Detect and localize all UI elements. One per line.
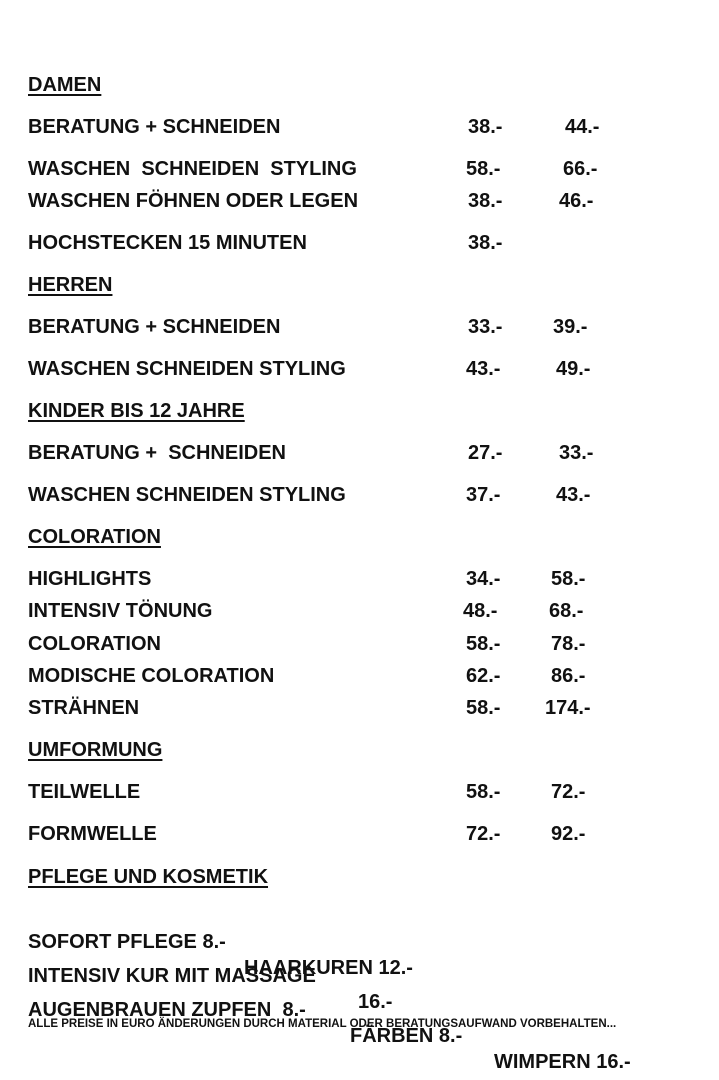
service-name: FORMWELLE (28, 823, 157, 845)
price-short: 37.- (466, 484, 501, 506)
price-short: 58.- (466, 158, 501, 180)
service-name: WASCHEN SCHNEIDEN STYLING (28, 358, 346, 380)
price-long: 68.- (549, 600, 584, 622)
section-heading-herren: HERREN (28, 274, 113, 296)
price-short: 62.- (466, 665, 501, 687)
service-name: TEILWELLE (28, 781, 141, 803)
section-heading-umformung: UMFORMUNG (28, 739, 163, 761)
service-name: STRÄHNEN (28, 697, 140, 719)
pflege-item: AUGENBRAUEN ZUPFEN 8.- (28, 999, 306, 1021)
pflege-item: HAARKUREN 12.- (244, 957, 413, 979)
service-name: WASCHEN SCHNEIDEN STYLING (28, 158, 357, 180)
section-heading-kinder: KINDER BIS 12 JAHRE (28, 400, 245, 422)
price-short: 33.- (468, 316, 503, 338)
pflege-item: SOFORT PFLEGE 8.- (28, 931, 226, 953)
price-long: 43.- (556, 484, 591, 506)
price-short: 58.- (466, 633, 501, 655)
price-long: 39.- (553, 316, 588, 338)
price-short: 38.- (468, 232, 503, 254)
price-long: 49.- (556, 358, 591, 380)
price-short: 48.- (463, 600, 498, 622)
pflege-item: 16.- (358, 991, 393, 1013)
price-long: 46.- (559, 190, 594, 212)
service-name: BERATUNG + SCHNEIDEN (28, 442, 286, 464)
service-name: WASCHEN FÖHNEN ODER LEGEN (28, 190, 359, 212)
price-long: 58.- (551, 568, 586, 590)
section-heading-coloration: COLORATION (28, 526, 161, 548)
pflege-item: FÄRBEN 8.- (350, 1025, 463, 1047)
price-long: 78.- (551, 633, 586, 655)
service-name: HIGHLIGHTS (28, 568, 152, 590)
price-long: 72.- (551, 781, 586, 803)
price-short: 43.- (466, 358, 501, 380)
service-name: MODISCHE COLORATION (28, 665, 275, 687)
price-short: 58.- (466, 781, 501, 803)
price-short: 72.- (466, 823, 501, 845)
section-heading-damen: DAMEN (28, 74, 102, 96)
service-name: COLORATION (28, 633, 161, 655)
price-long: 174.- (545, 697, 591, 719)
service-name: BERATUNG + SCHNEIDEN (28, 316, 281, 338)
price-long: 86.- (551, 665, 586, 687)
price-short: 34.- (466, 568, 501, 590)
service-name: HOCHSTECKEN 15 MINUTEN (28, 232, 307, 254)
price-long: 33.- (559, 442, 594, 464)
price-long: 92.- (551, 823, 586, 845)
price-long: 66.- (563, 158, 598, 180)
price-disclaimer: ALLE PREISE IN EURO ÄNDERUNGEN DURCH MATERIAL ODER BERATUNGSAUFWAND VORBEHALTEN... (28, 1018, 617, 1030)
service-name: BERATUNG + SCHNEIDEN (28, 116, 281, 138)
price-short: 38.- (468, 190, 503, 212)
section-heading-pflege: PFLEGE UND KOSMETIK (28, 866, 269, 888)
price-short: 27.- (468, 442, 503, 464)
pflege-item: WIMPERN 16.- (494, 1051, 631, 1073)
service-name: WASCHEN SCHNEIDEN STYLING (28, 484, 346, 506)
service-name: INTENSIV TÖNUNG (28, 600, 213, 622)
price-short: 58.- (466, 697, 501, 719)
price-long: 44.- (565, 116, 600, 138)
pflege-item: INTENSIV KUR MIT MASSAGE (28, 965, 316, 987)
price-short: 38.- (468, 116, 503, 138)
